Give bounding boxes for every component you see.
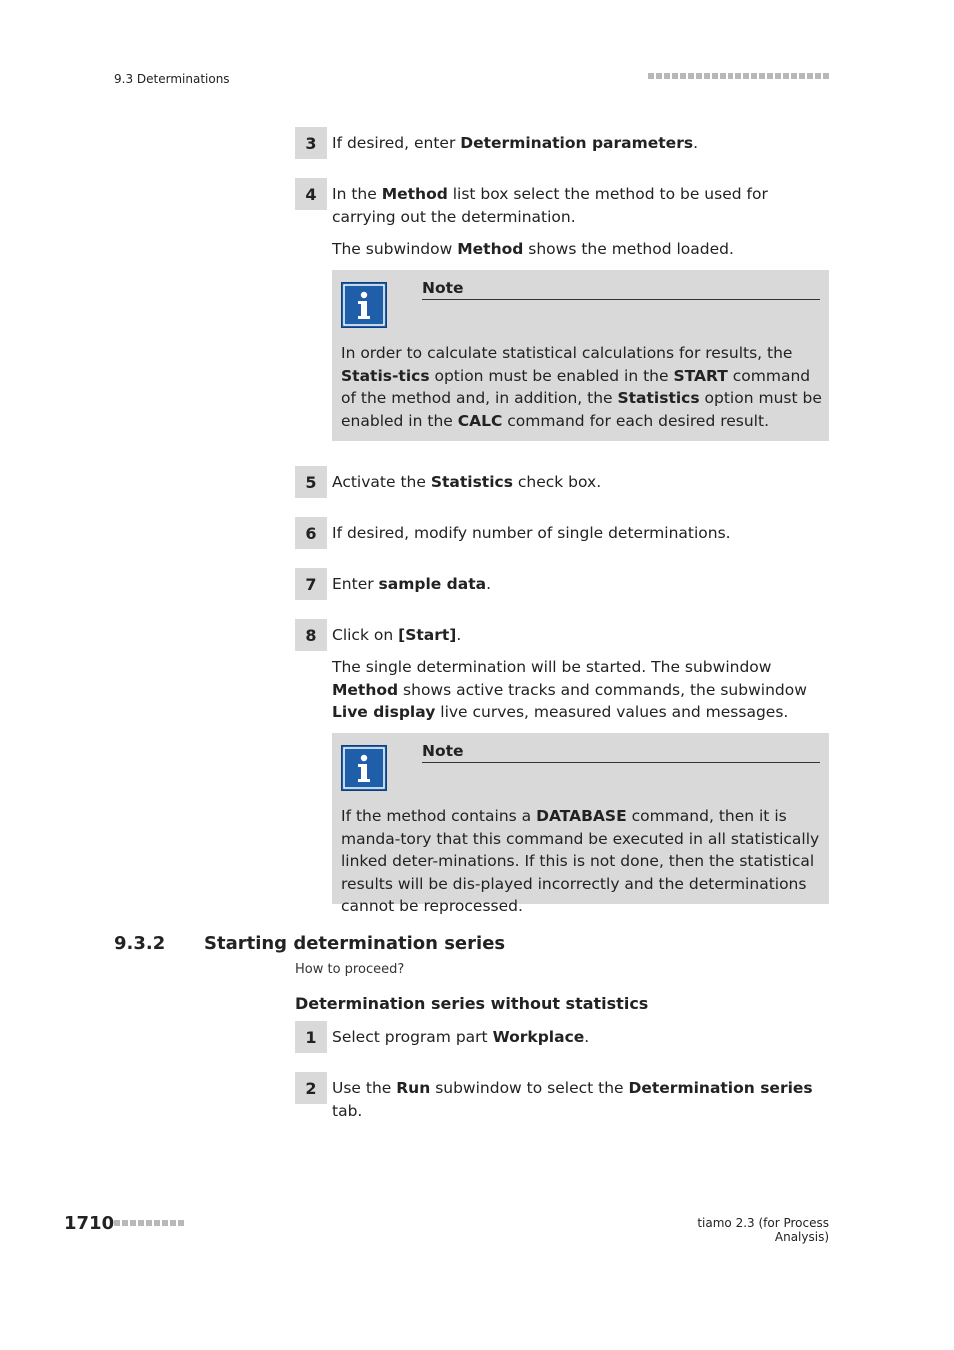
- step-text: Activate the Statistics check box.: [332, 473, 602, 491]
- step-number: 8: [295, 619, 327, 651]
- info-icon: [341, 282, 387, 328]
- note-body: If the method contains a DATABASE command, then it is manda-tory that this command be executed in all statistically linked deter-minations. If this is not done, then the statistical results will be dis-played incorrectly and the determinations cannot be reprocessed.: [341, 807, 820, 915]
- step-text: In the Method list box select the method to be used for carrying out the determination.: [332, 185, 768, 226]
- page-number: 1710: [64, 1213, 115, 1234]
- step-number: 6: [295, 517, 327, 549]
- note-body: In order to calculate statistical calculations for results, the Statis-tics option must be enabled in the START command of the method and, in addition, the Statistics option must be enabled in the CALC command for each desired result.: [341, 344, 822, 430]
- step-text: If desired, modify number of single determinations.: [332, 524, 731, 542]
- note-title: Note: [422, 279, 820, 300]
- product-name: tiamo 2.3 (for Process Analysis): [697, 1216, 829, 1244]
- step-number: 3: [295, 127, 327, 159]
- info-icon: [341, 745, 387, 791]
- step-number: 5: [295, 466, 327, 498]
- step-text: If desired, enter Determination parameters.: [332, 134, 699, 152]
- step-text: Enter sample data.: [332, 575, 492, 593]
- subheading: Determination series without statistics: [295, 994, 649, 1013]
- step-text: Use the Run subwindow to select the Determination series tab.: [332, 1079, 813, 1120]
- how-to-proceed: How to proceed?: [295, 962, 405, 977]
- section-title: Starting determination series: [204, 933, 506, 954]
- method-loaded-paragraph: The subwindow Method shows the method loaded.: [332, 240, 734, 258]
- note-title: Note: [422, 742, 820, 763]
- step-number: 4: [295, 178, 327, 210]
- step-number: 2: [295, 1072, 327, 1104]
- step-text: Select program part Workplace.: [332, 1028, 590, 1046]
- note-box-statistics: [332, 270, 829, 441]
- note-box-database: [332, 733, 829, 915]
- footer-dots-decoration: [114, 1220, 184, 1226]
- header-dots-decoration: [648, 73, 829, 83]
- step-text: Click on [Start].: [332, 626, 462, 644]
- start-result-paragraph: The single determination will be started. The subwindow Method shows active tracks and commands, the subwindow Live display live curves, measured values and messages.: [332, 658, 807, 721]
- step-number: 1: [295, 1021, 327, 1053]
- running-header: 9.3 Determinations: [114, 72, 230, 86]
- section-number: 9.3.2: [114, 933, 166, 954]
- step-number: 7: [295, 568, 327, 600]
